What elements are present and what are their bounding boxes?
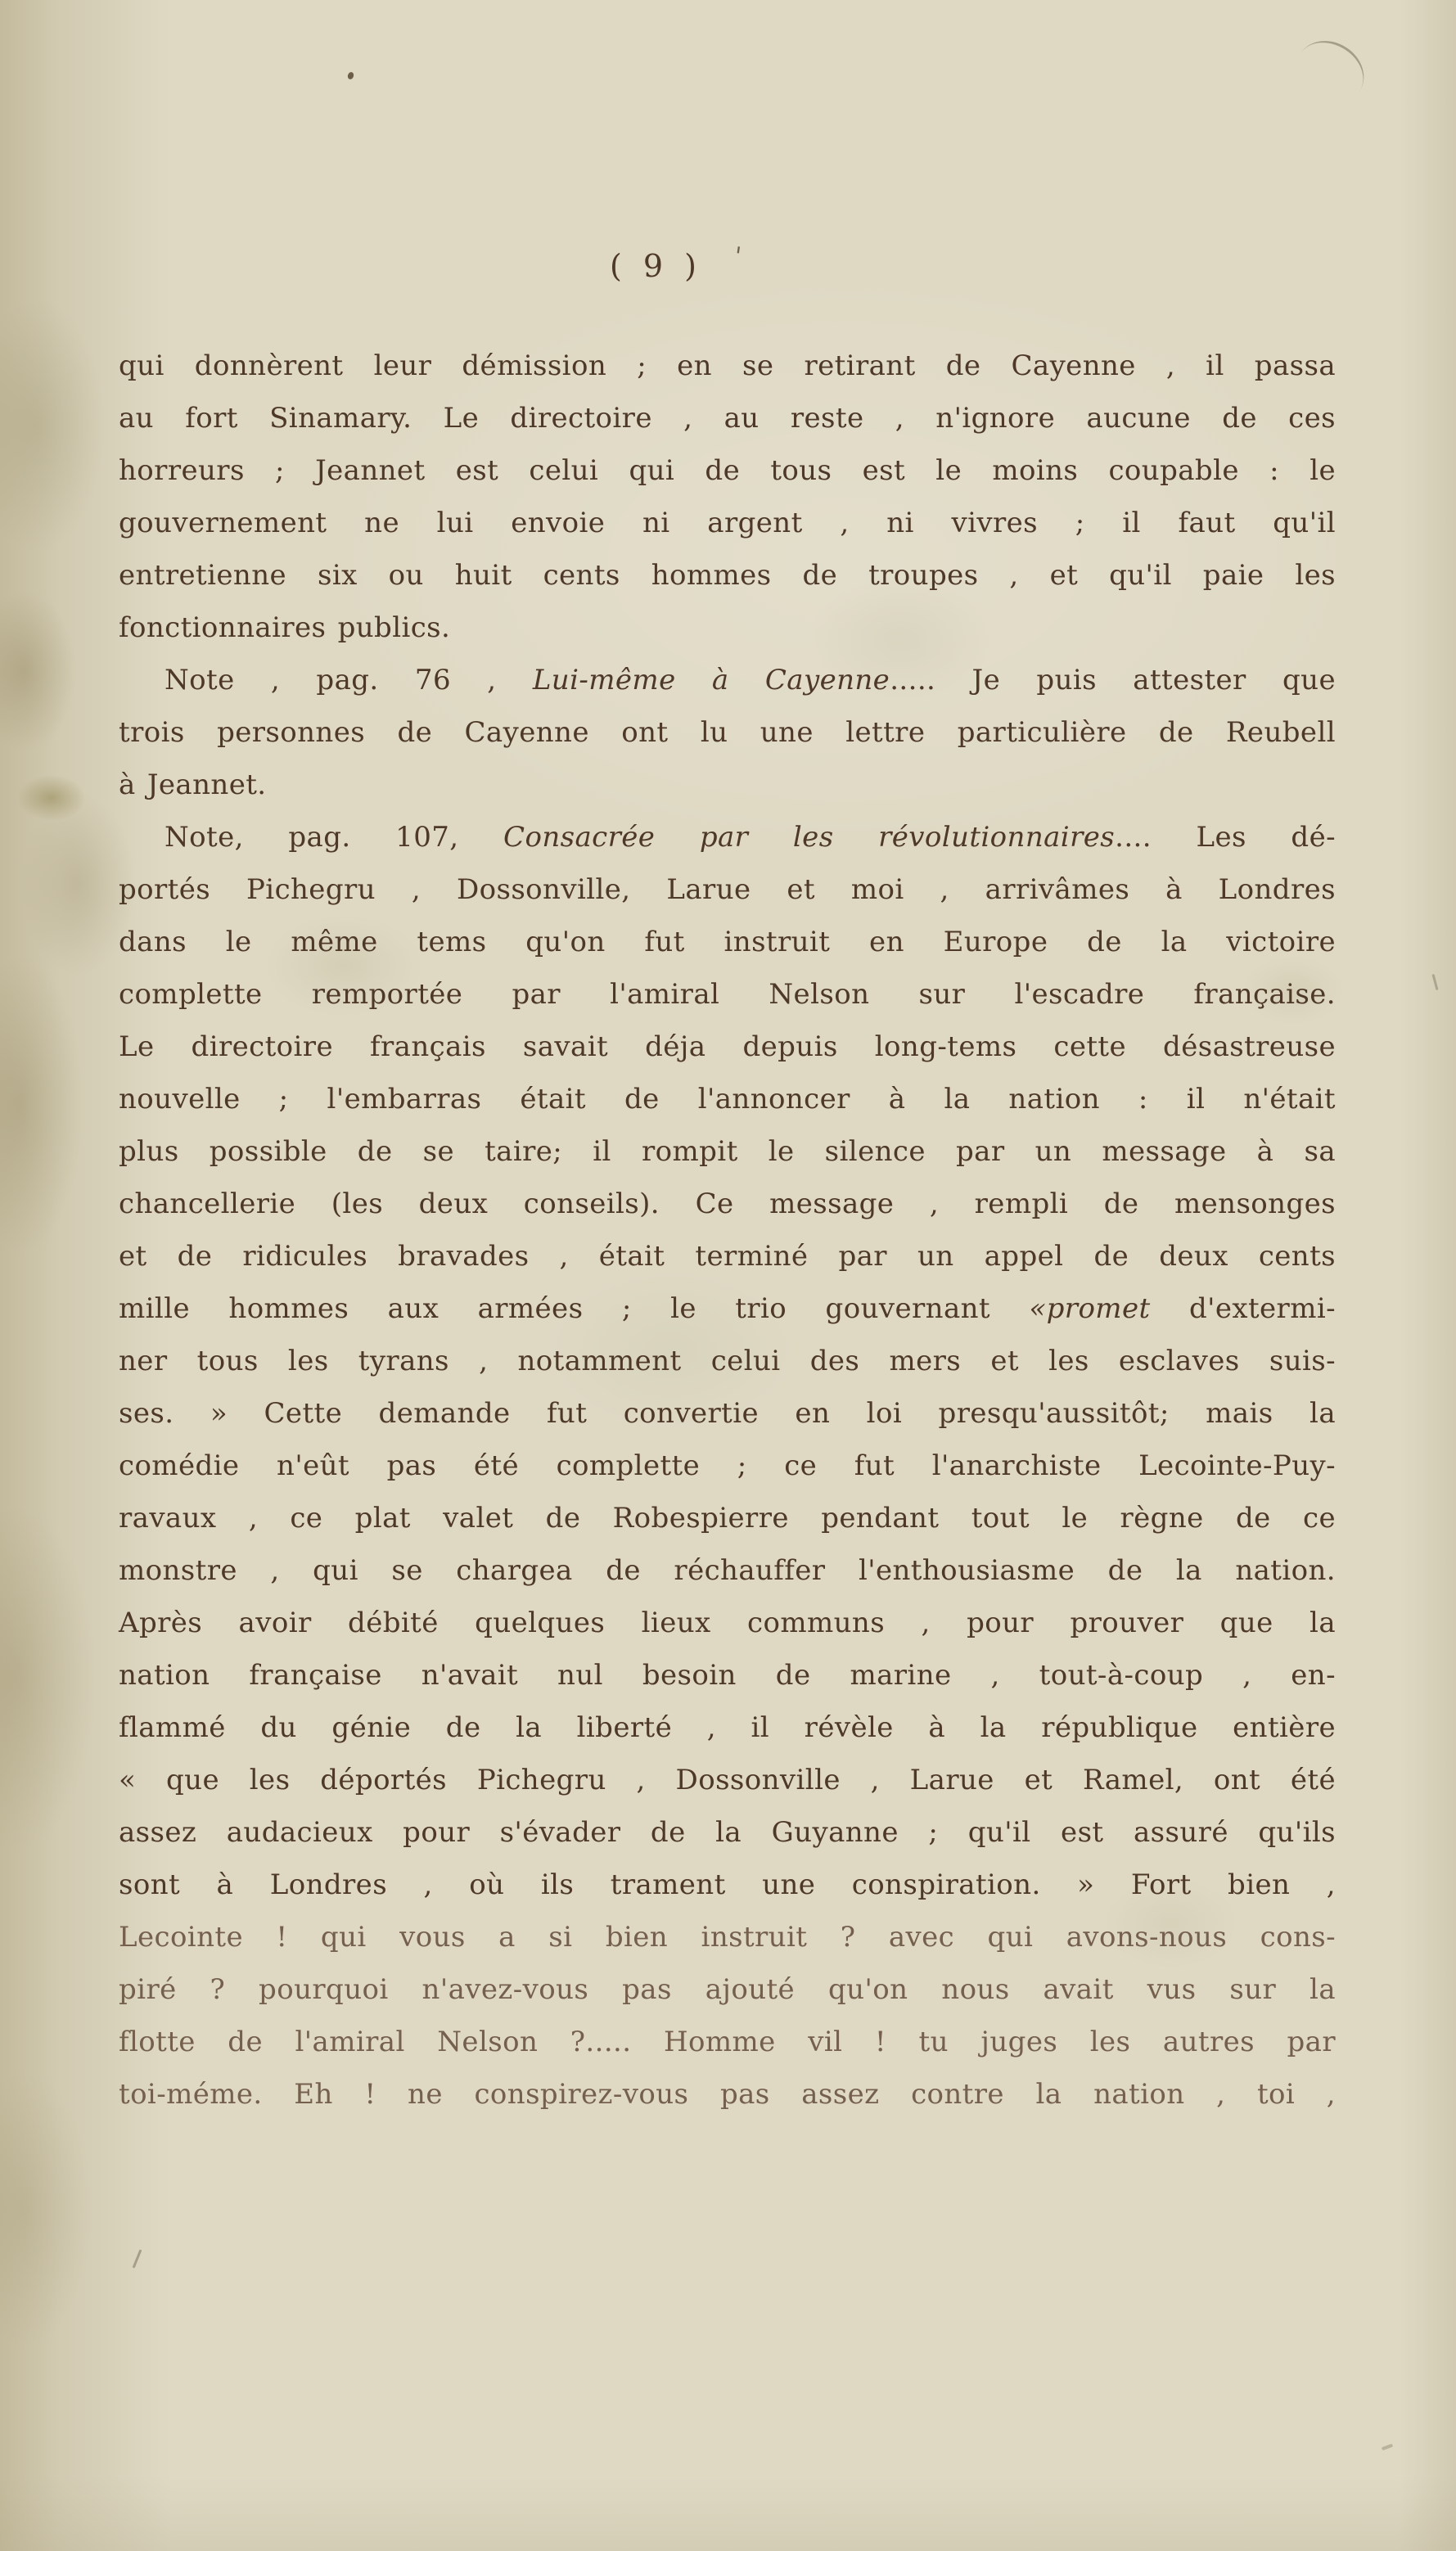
- text-line: [119, 340, 1336, 392]
- text-segment: flotte de l'amiral Nelson ?..... Homme vil ! tu juges les autres par: [119, 2026, 1336, 2058]
- text-segment: et de ridicules bravades , était terminé par un appel de deux cents: [119, 1240, 1336, 1273]
- text-segment: .... Les dé-: [1115, 821, 1336, 854]
- text-line: [119, 1701, 1336, 1754]
- text-line: [119, 811, 1336, 863]
- text-line: [119, 1282, 1336, 1335]
- text-segment: Note, pag. 107,: [165, 821, 504, 854]
- text-segment: mille hommes aux armées ; le trio gouvernant: [119, 1292, 1030, 1325]
- italic-text-segment: Lui-même à Cayenne: [532, 664, 890, 696]
- text-segment: à Jeannet.: [119, 768, 267, 801]
- text-line: [119, 1597, 1336, 1649]
- text-segment: assez audacieux pour s'évader de la Guyanne ; qu'il est assuré qu'ils: [119, 1816, 1336, 1849]
- text-segment: plus possible de se taire; il rompit le silence par un message à sa: [119, 1135, 1336, 1168]
- text-line: [119, 968, 1336, 1021]
- scan-speck: [133, 2249, 142, 2268]
- stray-apostrophe-mark: ': [732, 241, 743, 272]
- text-line: [119, 1859, 1336, 1911]
- text-segment: Lecointe ! qui vous a si bien instruit ? avec qui avons-nous cons-: [119, 1921, 1336, 1954]
- italic-text-segment: Consacrée par les révolutionnaires: [503, 821, 1116, 854]
- text-segment: sont à Londres , où ils trament une conspiration. » Fort bien ,: [119, 1868, 1336, 1901]
- text-segment: monstre , qui se chargea de réchauffer l'enthousiasme de la nation.: [119, 1554, 1336, 1587]
- scan-speck: [1431, 974, 1438, 990]
- text-line: [119, 1335, 1336, 1387]
- text-segment: piré ? pourquoi n'avez-vous pas ajouté qu'on nous avait vus sur la: [119, 1973, 1336, 2006]
- text-line: [119, 444, 1336, 497]
- text-line: [119, 1021, 1336, 1073]
- text-line: [119, 1492, 1336, 1544]
- text-segment: dans le même tems qu'on fut instruit en Europe de la victoire: [119, 926, 1336, 958]
- text-line: [119, 1963, 1336, 2016]
- text-line: [119, 1806, 1336, 1859]
- text-line: [119, 1073, 1336, 1125]
- text-line: [119, 549, 1336, 602]
- text-line: [119, 1649, 1336, 1701]
- text-line: [119, 654, 1336, 706]
- text-line: [119, 2068, 1336, 2121]
- text-segment: au fort Sinamary. Le directoire , au reste , n'ignore aucune de ces: [119, 402, 1336, 435]
- text-line: [119, 392, 1336, 444]
- ink-speck: [347, 71, 355, 80]
- text-segment: ses. » Cette demande fut convertie en loi presqu'aussitôt; mais la: [119, 1397, 1336, 1430]
- text-segment: entretienne six ou huit cents hommes de troupes , et qu'il paie les: [119, 559, 1336, 592]
- text-line: [119, 1230, 1336, 1282]
- text-segment: nouvelle ; l'embarras était de l'annoncer à la nation : il n'était: [119, 1083, 1336, 1115]
- text-line: [119, 1125, 1336, 1178]
- text-segment: Note , pag. 76 ,: [165, 664, 533, 696]
- text-line: [119, 602, 1336, 654]
- scan-speck: [1382, 2444, 1394, 2451]
- text-line: [119, 1387, 1336, 1440]
- text-line: [119, 1911, 1336, 1963]
- text-segment: « que les déportés Pichegru , Dossonville , Larue et Ramel, ont été: [119, 1764, 1336, 1796]
- text-line: [119, 497, 1336, 549]
- text-segment: chancellerie (les deux conseils). Ce message , rempli de mensonges: [119, 1188, 1336, 1220]
- text-segment: trois personnes de Cayenne ont lu une lettre particulière de Reubell: [119, 716, 1336, 749]
- text-segment: flammé du génie de la liberté , il révèle à la république entière: [119, 1711, 1336, 1744]
- text-segment: ..... Je puis attester que: [890, 664, 1336, 696]
- text-segment: Le directoire français savait déja depuis long-tems cette désastreuse: [119, 1030, 1336, 1063]
- text-segment: comédie n'eût pas été complette ; ce fut l'anarchiste Lecointe-Puy-: [119, 1449, 1336, 1482]
- text-line: [119, 2016, 1336, 2068]
- text-segment: fonctionnaires publics.: [119, 611, 451, 644]
- text-segment: qui donnèrent leur démission ; en se retirant de Cayenne , il passa: [119, 349, 1336, 382]
- text-segment: complette remportée par l'amiral Nelson sur l'escadre française.: [119, 978, 1336, 1011]
- text-line: [119, 1754, 1336, 1806]
- text-segment: d'extermi-: [1150, 1292, 1337, 1325]
- text-segment: toi-méme. Eh ! ne conspirez-vous pas assez contre la nation , toi ,: [119, 2078, 1336, 2111]
- text-line: [119, 1544, 1336, 1597]
- text-segment: horreurs ; Jeannet est celui qui de tous est le moins coupable : le: [119, 454, 1336, 487]
- text-segment: gouvernement ne lui envoie ni argent , ni vivres ; il faut qu'il: [119, 507, 1336, 539]
- text-segment: ner tous les tyrans , notamment celui des mers et les esclaves suis-: [119, 1345, 1336, 1377]
- paper-fiber-mark: [1284, 29, 1376, 116]
- text-line: [119, 759, 1336, 811]
- page-number: ( 9 ): [610, 248, 702, 284]
- text-segment: nation française n'avait nul besoin de marine , tout-à-coup , en-: [119, 1659, 1336, 1692]
- italic-text-segment: «promet: [1029, 1292, 1151, 1325]
- text-line: [119, 916, 1336, 968]
- text-segment: ravaux , ce plat valet de Robespierre pendant tout le règne de ce: [119, 1502, 1336, 1535]
- text-line: [119, 863, 1336, 916]
- text-block: [119, 340, 1336, 2121]
- text-line: [119, 706, 1336, 759]
- text-line: [119, 1440, 1336, 1492]
- text-line: [119, 1178, 1336, 1230]
- text-segment: Après avoir débité quelques lieux communs , pour prouver que la: [119, 1607, 1336, 1639]
- text-segment: portés Pichegru , Dossonville, Larue et moi , arrivâmes à Londres: [119, 873, 1336, 906]
